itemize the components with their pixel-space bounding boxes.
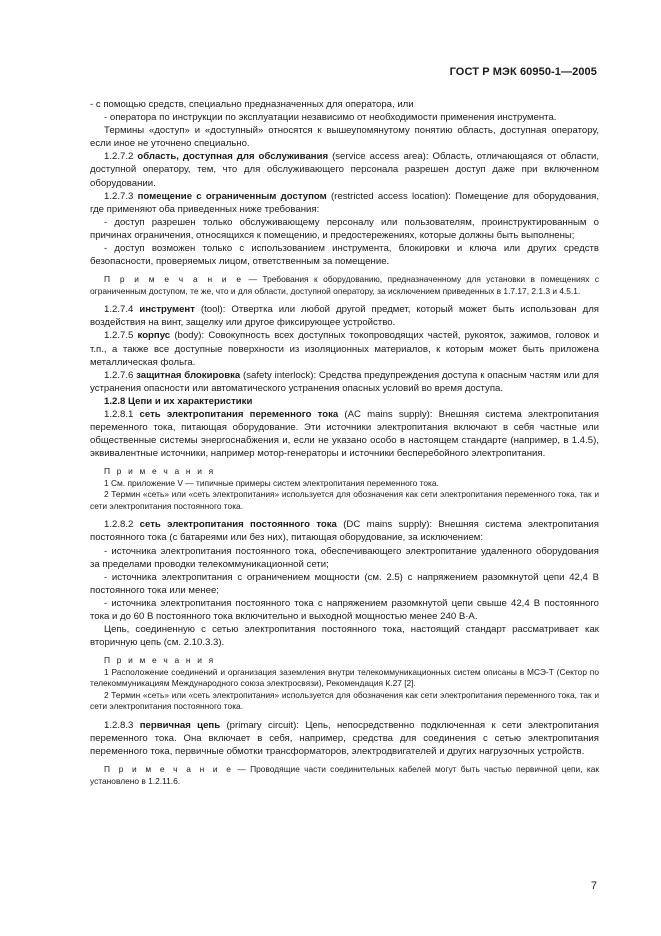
clause-number: 1.2.7.3 bbox=[104, 190, 134, 202]
term: инструмент bbox=[139, 304, 195, 316]
definition-text: (restricted access location): Помещение для оборудования, где применяют оба приведенных ниже требования: bbox=[90, 190, 600, 215]
note-item: 2 Термин «сеть» или «сеть электропитания» используется для обозначения как сети электропитания переменного тока, так и сети электропитания постоянного тока. bbox=[90, 689, 599, 712]
definition-text: (DC mains supply): Внешняя система электропитания постоянного тока (с батареями или без них), питающая оборудование, за исключением: bbox=[90, 519, 599, 544]
term: корпус bbox=[137, 330, 171, 342]
note bbox=[90, 274, 599, 297]
clause-number: 1.2.7.6 bbox=[104, 369, 134, 381]
definition-1-2-7-3 bbox=[90, 190, 599, 216]
note bbox=[90, 764, 599, 787]
list-item: - источника электропитания с ограничением мощности (см. 2.5) с напряжением разомкнутой цепи 42,4 В постоянного тока или менее; bbox=[90, 571, 599, 596]
clause-number: 1.2.8.3 bbox=[104, 719, 134, 731]
note-label: П р и м е ч а н и я bbox=[104, 655, 216, 666]
section-heading-text: 1.2.8 Цепи и их характеристики bbox=[104, 395, 253, 407]
note-label: П р и м е ч а н и е bbox=[104, 764, 234, 775]
definition-1-2-8-1 bbox=[90, 408, 599, 460]
page-number: 7 bbox=[590, 880, 597, 892]
definition-1-2-8-3 bbox=[90, 719, 599, 758]
definition-1-2-8-2 bbox=[90, 518, 599, 544]
section-heading bbox=[90, 395, 599, 408]
definition-text: (tool): Отвертка или любой другой предмет, который может быть использован для воздействия на винт, защелку или другое фиксирующее устройство. bbox=[90, 304, 599, 329]
clause-number: 1.2.7.5 bbox=[104, 330, 134, 342]
note-item: 2 Термин «сеть» или «сеть электропитания» используется для обозначения как сети электропитания переменного тока, так и сети электропитания постоянного тока. bbox=[90, 489, 599, 511]
note-label: П р и м е ч а н и я bbox=[104, 466, 216, 477]
document-body bbox=[90, 98, 599, 787]
note-text: — Проводящие части соединительных кабелей могут быть частью первичной цепи, как установлено в 1.2.11.6. bbox=[90, 764, 600, 786]
list-item: - источника электропитания постоянного тока, обеспечивающего электропитание удаленного оборудования за пределами проводки телекоммуникационной сети; bbox=[90, 545, 599, 570]
list-item: - доступ возможен только с использованием инструмента, блокировки и ключа или других средств безопасности, проверяемых лицом, ответственным за помещение. bbox=[90, 243, 599, 268]
clause-number: 1.2.7.2 bbox=[104, 151, 134, 163]
note-label: П р и м е ч а н и е bbox=[104, 274, 244, 285]
paragraph: Термины «доступ» и «доступный» относятся к вышеупомянутому понятию область, доступная оператору, если иное не уточнено специально. bbox=[90, 125, 599, 150]
definition-1-2-7-6 bbox=[90, 369, 599, 395]
list-item: - с помощью средств, специально предназначенных для оператора, или bbox=[90, 99, 414, 110]
standard-header: ГОСТ Р МЭК 60950-1—2005 bbox=[449, 66, 597, 78]
term: первичная цепь bbox=[139, 719, 221, 731]
definition-text: (safety interlock): Средства предупреждения доступа к опасным частям или для устранения опасности или автоматического устранения опасных условий во время доступа. bbox=[90, 369, 599, 394]
list-item: - оператора по инструкции по эксплуатации независимо от необходимости применения инструмента. bbox=[104, 112, 557, 124]
term: область, доступная для обслуживания bbox=[137, 151, 329, 163]
clause-number: 1.2.7.4 bbox=[104, 304, 134, 316]
term: сеть электропитания постоянного тока bbox=[139, 519, 337, 531]
definition-text: (service access area): Область, отличающаяся от области, доступной оператору, тем, что для обслуживающего персонала разрешен доступ даже при включенном оборудовании. bbox=[90, 151, 599, 189]
list-item: - источника электропитания постоянного тока с напряжением разомкнутой цепи свыше 42,4 В постоянного тока и до 60 В постоянного тока включительно и выходной мощностью менее 240 В·А. bbox=[90, 597, 599, 622]
paragraph: Цепь, соединенную с сетью электропитания постоянного тока, настоящий стандарт рассматривает как вторичную цепь (см. 2.10.3.3). bbox=[90, 624, 599, 649]
definition-1-2-7-4 bbox=[90, 303, 599, 329]
definition-text: (primary circuit): Цепь, непосредственно подключенная к сети электропитания переменного тока. Она включает в себя, например, средства для соединения с сетью электропитания переменного тока, первичные обмотки трансформаторов, электродвигателей и других нагрузочных устройств. bbox=[90, 719, 599, 757]
note-item: 1 См. приложение V — типичные примеры систем электропитания переменного тока. bbox=[104, 477, 439, 488]
list-item: - доступ разрешен только обслуживающему персоналу или пользователям, проинструктированным о причинах ограничения, относящихся к помещению, и предостережениях, которые должны быть выполнены; bbox=[90, 216, 599, 241]
definition-text: (AC mains supply): Внешняя система электропитания переменного тока, питающая оборудование. Эти источники электропитания включают в себя частные или общественные системы энергоснабжения и, если не указано особо в настоящем стандарте (например, в 1.4.5), эквивалентные источники, например мотор-генераторы и источники бесперебойного электропитания. bbox=[90, 408, 599, 460]
note-text: — Требования к оборудованию, предназначенному для установки в помещениях с ограниченным доступом, те же, что и для области, доступной оператору, за исключением приведенных в 1.7.17, 2.1.3 и 4.5.1. bbox=[90, 274, 600, 296]
definition-text: (body): Совокупность всех доступных токопроводящих частей, рукояток, зажимов, головок и т.п., а также все доступные поверхности из изоляционных материалов, к которым может быть приложена металлическая фольга. bbox=[90, 330, 599, 368]
term: защитная блокировка bbox=[136, 369, 241, 381]
clause-number: 1.2.8.1 bbox=[104, 408, 134, 420]
definition-1-2-7-5 bbox=[90, 329, 599, 368]
note-item: 1 Расположение соединений и организация заземления внутри телекоммуникационных систем описаны в МСЭ-Т (Сектор по телекоммуникациям Международного союза электросвязи), Рекомендация К.27 [2]. bbox=[90, 666, 599, 689]
term: помещение с ограниченным доступом bbox=[137, 190, 327, 202]
clause-number: 1.2.8.2 bbox=[104, 519, 134, 531]
definition-1-2-7-2 bbox=[90, 150, 599, 189]
term: сеть электропитания переменного тока bbox=[139, 408, 339, 420]
